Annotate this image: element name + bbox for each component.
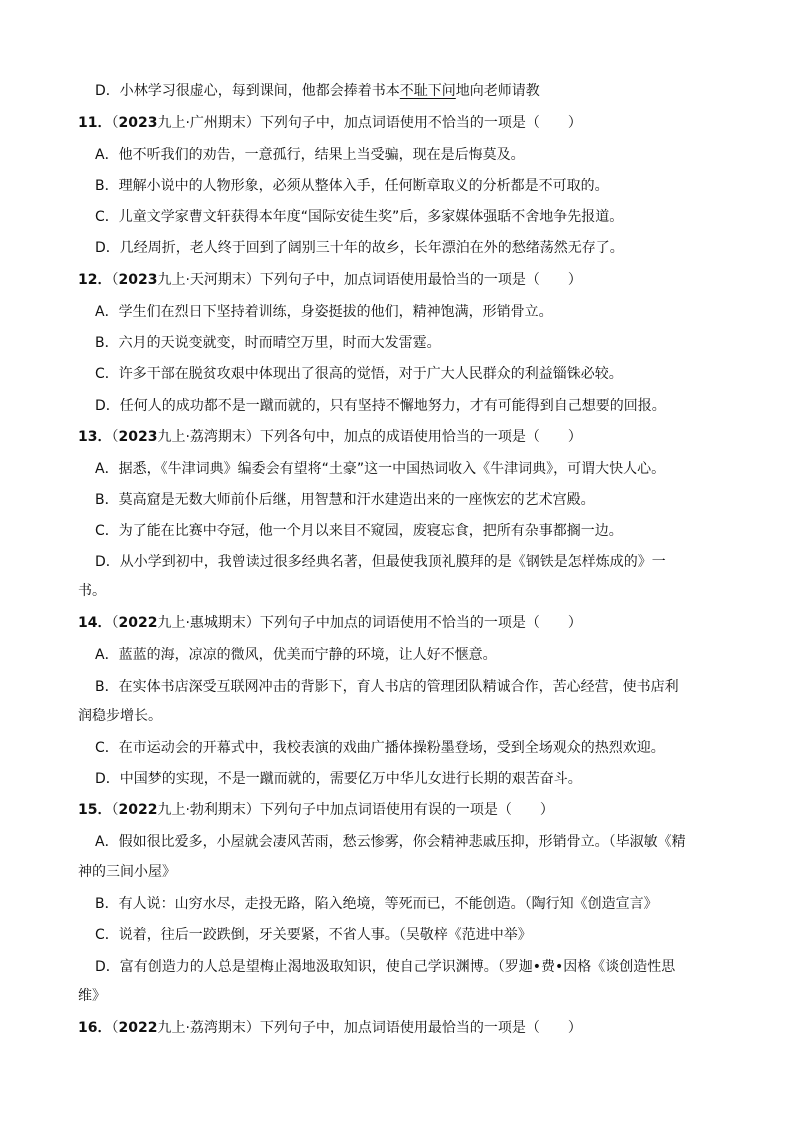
q12-option-b: B．六月的天说变就变，时而晴空万里，时而大发雷霆。 — [95, 335, 441, 351]
q13-option-d: D．从小学到初中，我曾读过很多经典名著，但最使我顶礼膜拜的是《钢铁是怎样炼成的》一 — [95, 554, 666, 570]
underlined-idiom: 不耻下问 — [399, 83, 456, 99]
q11-option-b: B．理解小说中的人物形象，必须从整体入手，任何断章取义的分析都是不可取的。 — [95, 178, 609, 194]
question-source: 九上·荔湾期末 — [157, 429, 246, 445]
q14-option-d: D．中国梦的实现，不是一蹴而就的，需要亿万中华儿女进行长期的艰苦奋斗。 — [95, 771, 582, 787]
q14-option-c: C．在市运动会的开幕式中，我校表演的戏曲广播体操粉墨登场，受到全场观众的热烈欢迎。 — [95, 740, 665, 756]
question-13-stem: 13．（2023九上·荔湾期末）下列各句中，加点的成语使用恰当的一项是（ ） — [78, 429, 582, 445]
q14-option-b: B．在实体书店深受互联网冲击的背影下，育人书店的管理团队精诚合作，苦心经营，使书店利 — [95, 679, 679, 695]
q14-option-a: A．蓝蓝的海，凉凉的微风，优美而宁静的环境，让人好不惬意。 — [95, 647, 497, 663]
question-12-stem: 12．（2023九上·天河期末）下列句子中，加点词语使用最恰当的一项是（ ） — [78, 272, 582, 288]
question-14-stem: 14．（2022九上·惠城期末）下列句子中加点的词语使用不恰当的一项是（ ） — [78, 615, 582, 631]
q11-option-c: C．儿童文学家曹文轩获得本年度“国际安徒生奖”后，多家媒体强聒不舍地争先报道。 — [95, 209, 624, 225]
prev-option-d: D．小林学习很虚心，每到课间，他都会捧着书本不耻下问地向老师请教 — [95, 83, 540, 99]
q11-option-d: D．几经周折，老人终于回到了阔别三十年的故乡，长年漂泊在外的愁绪荡然无存了。 — [95, 240, 624, 256]
q14-option-b-cont: 润稳步增长。 — [78, 708, 162, 724]
question-16-stem: 16．（2022九上·荔湾期末）下列句子中，加点词语使用最恰当的一项是（ ） — [78, 1020, 582, 1036]
question-15-stem: 15．（2022九上·勃利期末）下列句子中加点词语使用有误的一项是（ ） — [78, 802, 554, 818]
q13-option-b: B．莫高窟是无数大师前仆后继，用智慧和汗水建造出来的一座恢宏的艺术宫殿。 — [95, 492, 595, 508]
question-source: 九上·惠城期末 — [157, 615, 246, 631]
q13-option-c: C．为了能在比赛中夺冠，他一个月以来目不窥园，废寝忘食，把所有杂事都搁一边。 — [95, 523, 623, 539]
q12-option-d: D．任何人的成功都不是一蹴而就的，只有坚持不懈地努力，才有可能得到自己想要的回报。 — [95, 398, 666, 414]
question-source: 九上·勃利期末 — [157, 802, 246, 818]
q13-option-a: A．据悉，《牛津词典》编委会有望将“土豪”这一中国热词收入《牛津词典》，可谓大快人心。 — [95, 461, 666, 477]
question-source: 九上·荔湾期末 — [157, 1020, 246, 1036]
q15-option-a-cont: 神的三间小屋》 — [78, 864, 176, 880]
q15-option-d-cont: 维》 — [78, 988, 106, 1004]
q12-option-a: A．学生们在烈日下坚持着训练，身姿挺拔的他们，精神饱满，形销骨立。 — [95, 304, 553, 320]
question-source: 九上·天河期末 — [157, 272, 246, 288]
q12-option-c: C．许多干部在脱贫攻艰中体现出了很高的觉悟，对于广大人民群众的利益锱铢必较。 — [95, 366, 623, 382]
q15-option-c: C．说着，往后一跤跌倒，牙关要紧，不省人事。（吴敬梓《范进中举》 — [95, 927, 532, 943]
question-11-stem: 11．（2023九上·广州期末）下列句子中，加点词语使用不恰当的一项是（ ） — [78, 115, 582, 131]
q15-option-a: A．假如很比爱多，小屋就会凄风苦雨，愁云惨雾，你会精神悲戚压抑，形销骨立。（毕淑敏《精 — [95, 834, 686, 850]
q11-option-a: A．他不听我们的劝告，一意孤行，结果上当受骗，现在是后悔莫及。 — [95, 147, 525, 163]
q15-option-d: D．富有创造力的人总是望梅止渴地汲取知识，使自己学识渊博。（罗迦•费•因格《谈创造性思 — [95, 959, 676, 975]
q15-option-b: B．有人说：山穷水尽，走投无路，陷入绝境，等死而已，不能创造。（陶行知《创造宣言》 — [95, 896, 658, 912]
question-source: 九上·广州期末 — [157, 115, 246, 131]
q13-option-d-cont: 书。 — [78, 583, 106, 599]
